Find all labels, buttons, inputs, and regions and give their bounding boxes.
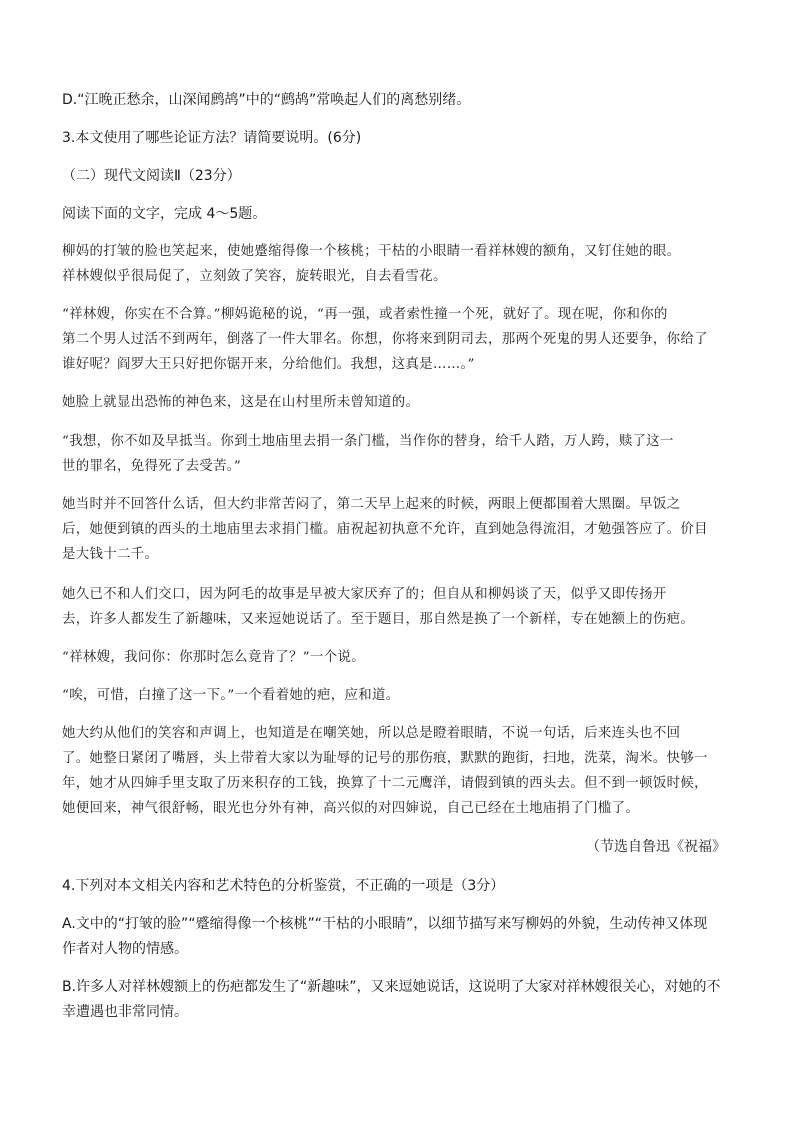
passage-line: 谁好呢？阎罗大王只好把你锯开来，分给他们。我想，这真是……。” bbox=[62, 357, 475, 372]
option-d: D.“江晚正愁余，山深闻鹧鸪”中的“鹧鸪”常唤起人们的离愁别绪。 bbox=[62, 92, 471, 108]
passage-line: 年，她才从四婶手里支取了历来积存的工钱，换算了十二元鹰洋，请假到镇的西头去。但不到一顿饭时候， bbox=[62, 776, 708, 791]
reading-instruction: 阅读下面的文字，完成 4～5题。 bbox=[62, 206, 267, 222]
option-b-line: B.许多人对祥林嫂额上的伤疤都发生了“新趣味”，又来逗她说话，这说明了大家对祥林嫂很关心，对她的不 bbox=[62, 979, 721, 995]
passage-line: 是大钱十二千。 bbox=[62, 547, 159, 562]
option-a-line: 作者对人物的情感。 bbox=[62, 941, 188, 957]
source-note: （节选自鲁迅《祝福》 bbox=[586, 839, 726, 855]
passage-line: “唉，可惜，白撞了这一下。”一个看着她的疤，应和道。 bbox=[62, 688, 400, 703]
passage-line: 她便回来，神气很舒畅，眼光也分外有神，高兴似的对四婶说，自己已经在土地庙捐了门槛了。 bbox=[62, 801, 640, 816]
passage-line: 世的罪名，免得死了去受苦。” bbox=[62, 459, 242, 474]
passage-line: 她脸上就显出恐怖的神色来，这是在山村里所未曾知道的。 bbox=[62, 395, 420, 410]
passage-line: “祥林嫂，你实在不合算。”柳妈诡秘的说，“再一强，或者索性撞一个死，就好了。现在呢，你和你的 bbox=[62, 307, 668, 322]
question-3: 3.本文使用了哪些论证方法？请简要说明。(6分) bbox=[62, 130, 362, 146]
passage-line: 祥林嫂似乎很局促了，立刻敛了笑容，旋转眼光，自去看雪花。 bbox=[62, 269, 447, 284]
passage-line: 她当时并不回答什么话，但大约非常苦闷了，第二天早上起来的时候，两眼上便都围着大黑圈。早饭之 bbox=[62, 497, 681, 512]
passage-line: 去，许多人都发生了新趣味，又来逗她说话了。至于题目，那自然是换了一个新样，专在她额上的伤疤。 bbox=[62, 612, 695, 627]
option-b-line: 幸遭遇也非常同情。 bbox=[62, 1004, 188, 1020]
option-a-line: A.文中的“打皱的脸”“蹙缩得像一个核桃”“干枯的小眼睛”，以细节描写来写柳妈的外貌，生动传神又体现 bbox=[62, 916, 708, 932]
passage-line: 第二个男人过活不到两年，倒落了一件大罪名。你想，你将来到阴司去，那两个死鬼的男人还要争，你给了 bbox=[62, 332, 708, 347]
section-title: （二）现代文阅读Ⅱ（23分） bbox=[62, 168, 241, 184]
passage-line: 了。她整日紧闭了嘴唇，头上带着大家以为耻辱的记号的那伤痕，默默的跑街，扫地，洗菜，淘米。快够一 bbox=[62, 751, 708, 766]
passage-line: 她久已不和人们交口，因为阿毛的故事是早被大家厌弃了的；但自从和柳妈谈了天，似乎又即传扬开 bbox=[62, 587, 667, 602]
passage-line: 她大约从他们的笑容和声调上，也知道是在嘲笑她，所以总是瞪着眼睛，不说一句话，后来连头也不回 bbox=[62, 726, 681, 741]
passage-line: “祥林嫂，我问你：你那时怎么竟肯了？”一个说。 bbox=[62, 650, 365, 665]
passage-line: “我想，你不如及早抵当。你到土地庙里去捐一条门槛，当作你的替身，给千人踏，万人跨，赎了这一 bbox=[62, 434, 674, 449]
passage-line: 后，她便到镇的西头的土地庙里去求捐门槛。庙祝起初执意不允许，直到她急得流泪，才勉强答应了。价目 bbox=[62, 522, 708, 537]
question-4: 4.下列对本文相关内容和艺术特色的分析鉴赏，不正确的一项是（3分） bbox=[62, 878, 505, 894]
passage-line: 柳妈的打皱的脸也笑起来，使她蹙缩得像一个核桃；干枯的小眼睛一看祥林嫂的额角，又钉住她的眼。 bbox=[62, 244, 681, 259]
